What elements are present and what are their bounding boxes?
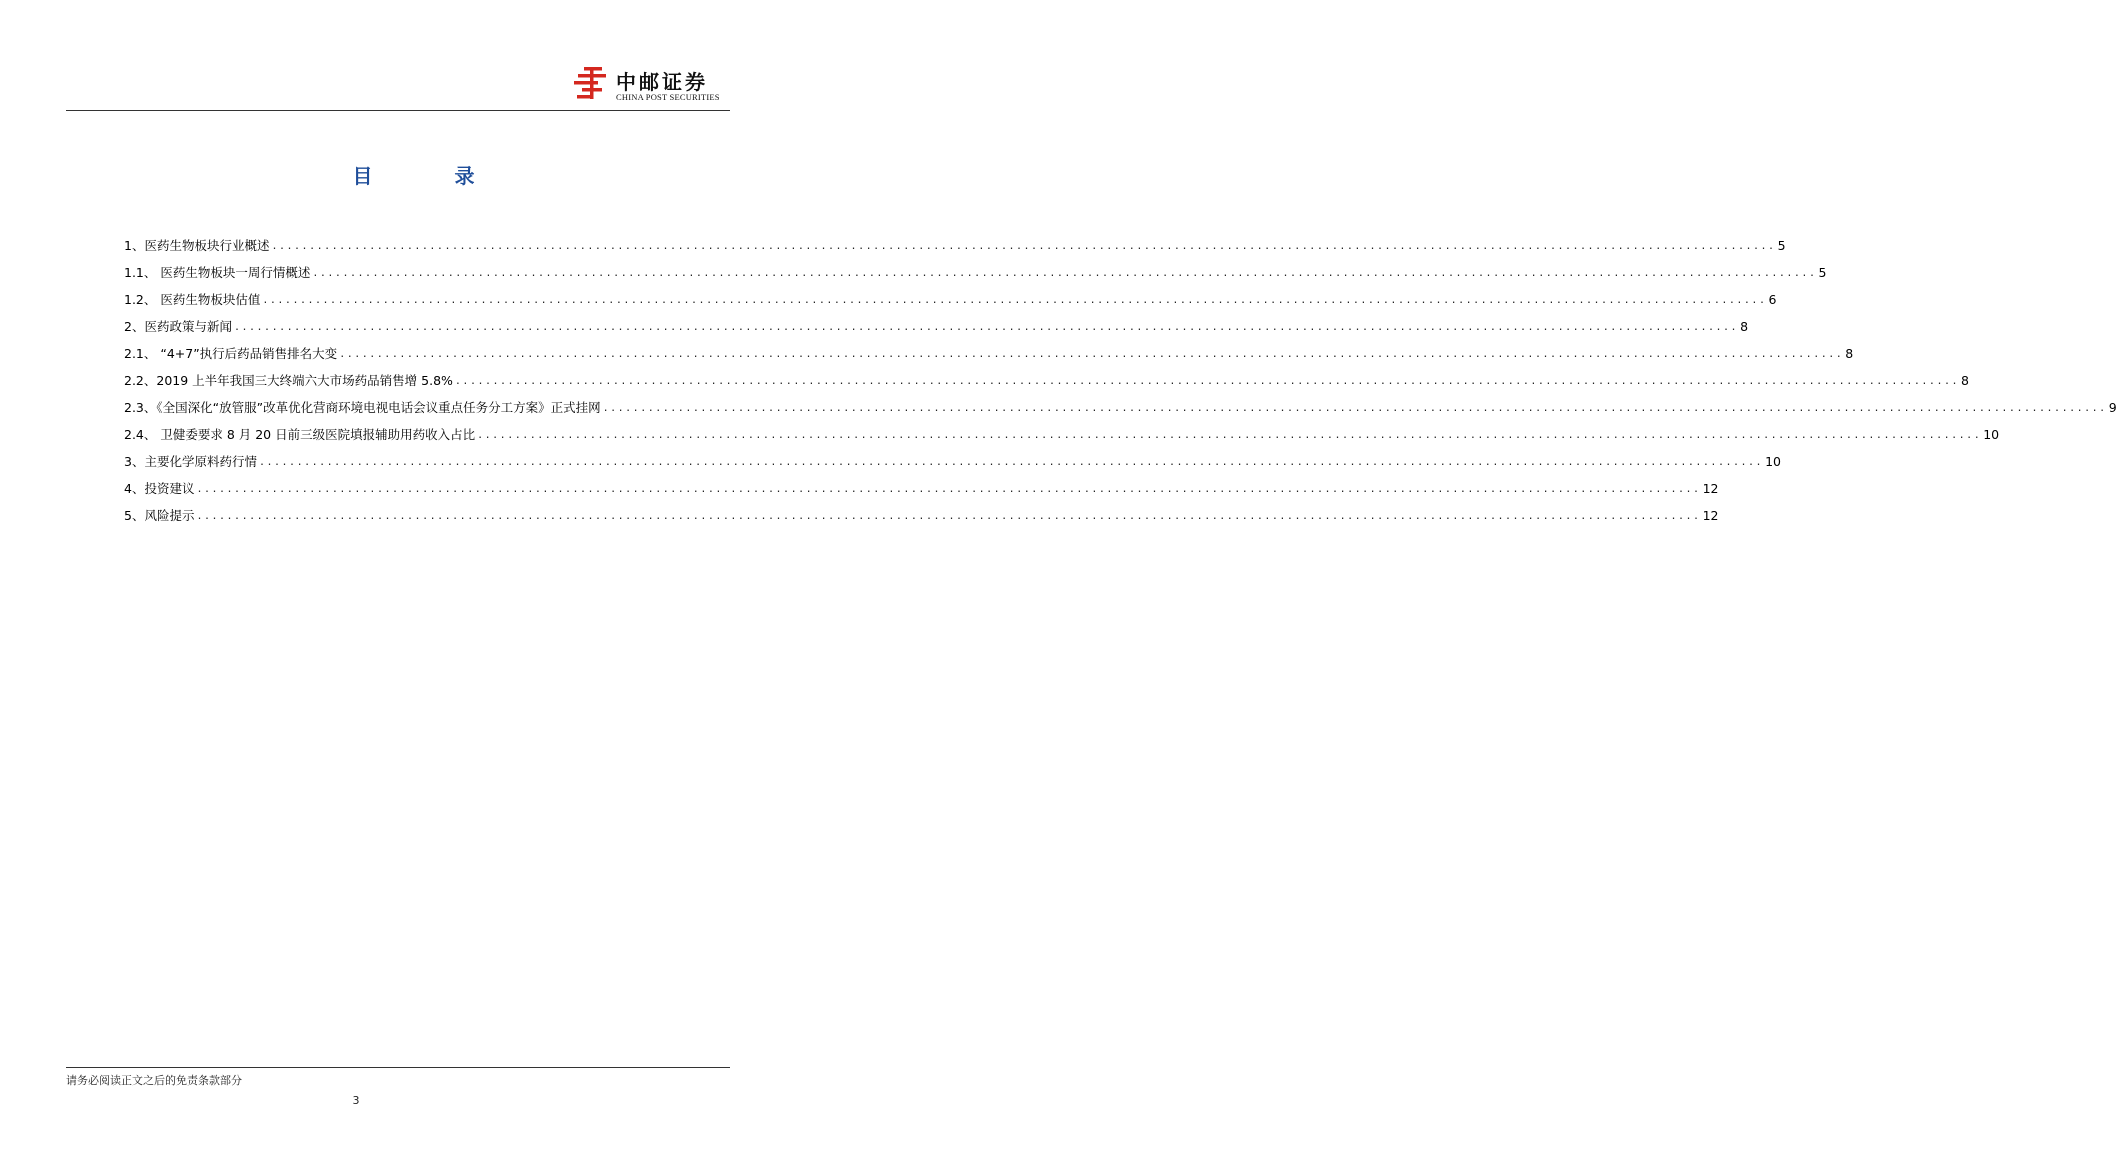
toc-entry-page: 12 — [1702, 481, 1719, 496]
toc-leader-dots: ........................................................................................................................................................................................................ — [339, 349, 1844, 360]
toc-entry-page: 12 — [1702, 508, 1719, 523]
toc-entry-label: 2.1、 “4+7”执行后药品销售排名大变 — [124, 346, 338, 361]
toc-entry[interactable] — [124, 470, 1719, 497]
toc-entry-label: 1.1、 医药生物板块一周行情概述 — [124, 265, 311, 280]
toc-entry[interactable] — [124, 308, 1749, 335]
toc-entry-label: 5、风险提示 — [124, 508, 195, 523]
toc-entry[interactable] — [124, 362, 1969, 389]
toc-entry-page: 10 — [1765, 454, 1781, 469]
toc-leader-dots: ........................................................................................................................................................................................................ — [477, 430, 1982, 441]
toc-entry[interactable] — [124, 281, 1777, 308]
toc-leader-dots: ........................................................................................................................................................................................................ — [262, 295, 1767, 306]
page-number: 3 — [352, 1094, 360, 1107]
toc-entry-label: 4、投资建议 — [124, 481, 195, 496]
toc-entry[interactable] — [124, 497, 1719, 524]
toc-leader-dots: ........................................................................................................................................................................................................ — [602, 403, 2107, 414]
toc-entry-label: 2.2、2019 上半年我国三大终端六大市场药品销售增 5.8% — [124, 373, 453, 388]
toc-entry-label: 2、医药政策与新闻 — [124, 319, 232, 334]
toc-entry[interactable] — [124, 389, 2117, 416]
toc-entry-page: 5 — [1777, 238, 1786, 253]
toc-leader-dots: ........................................................................................................................................................................................................ — [196, 484, 1701, 495]
toc-entry-page: 9 — [2108, 400, 2117, 415]
toc-entry-page: 8 — [1740, 319, 1749, 334]
toc-entry[interactable] — [124, 335, 1854, 362]
toc-entry-label: 1、医药生物板块行业概述 — [124, 238, 270, 253]
toc-leader-dots: ........................................................................................................................................................................................................ — [312, 268, 1817, 279]
toc-entry[interactable] — [124, 254, 1827, 281]
footer-divider — [66, 1067, 730, 1068]
toc-leader-dots: ........................................................................................................................................................................................................ — [454, 376, 1960, 387]
header-divider — [66, 110, 730, 111]
logo-chinese-text: 中邮证券 — [616, 70, 708, 94]
toc-entry-page: 10 — [1983, 427, 2000, 442]
toc-entry-label: 3、主要化学原料药行情 — [124, 454, 257, 469]
toc-title-char-2: 录 — [454, 164, 475, 188]
china-post-logo-icon — [572, 64, 610, 102]
toc-entry-page: 6 — [1768, 292, 1777, 307]
toc-leader-dots: ........................................................................................................................................................................................................ — [258, 457, 1764, 468]
toc-title-char-1: 目 — [352, 164, 373, 188]
toc-entry[interactable] — [124, 443, 1781, 470]
toc-entry-page: 5 — [1818, 265, 1827, 280]
logo-english-text: CHINA POST SECURITIES — [616, 92, 720, 102]
toc-entry-label: 2.4、 卫健委要求 8 月 20 日前三级医院填报辅助用药收入占比 — [124, 427, 476, 442]
table-of-contents — [124, 227, 2117, 524]
toc-entry-label: 1.2、 医药生物板块估值 — [124, 292, 261, 307]
toc-leader-dots: ........................................................................................................................................................................................................ — [233, 322, 1739, 333]
disclaimer-note: 请务必阅读正文之后的免责条款部分 — [66, 1074, 242, 1087]
toc-leader-dots: ........................................................................................................................................................................................................ — [271, 241, 1776, 252]
company-logo — [572, 64, 732, 106]
toc-entry[interactable] — [124, 416, 2000, 443]
toc-entry-page: 8 — [1845, 346, 1854, 361]
toc-title — [0, 160, 827, 189]
toc-entry[interactable] — [124, 227, 1786, 254]
toc-leader-dots: ........................................................................................................................................................................................................ — [196, 511, 1701, 522]
toc-entry-page: 8 — [1961, 373, 1969, 388]
toc-entry-label: 2.3、《全国深化“放管服”改革优化营商环境电视电话会议重点任务分工方案》正式挂网 — [124, 400, 601, 415]
